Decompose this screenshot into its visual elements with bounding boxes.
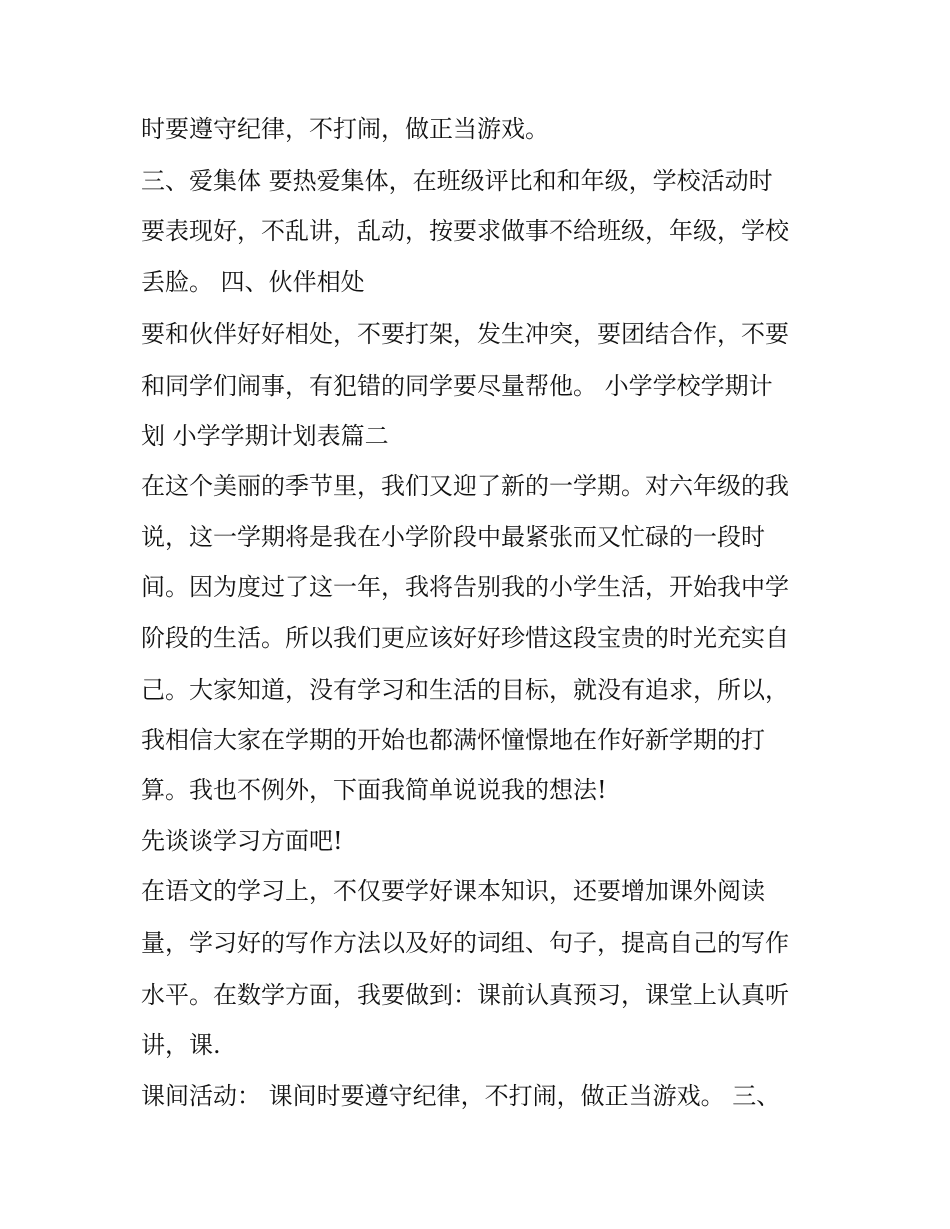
text-line: 我相信大家在学期的开始也都满怀憧憬地在作好新学期的打 — [141, 726, 765, 754]
text-line: 和同学们闹事，有犯错的同学要尽量帮他。 小学学校学期计 — [141, 372, 773, 400]
text-line: 在这个美丽的季节里，我们又迎了新的一学期。对六年级的我 — [141, 472, 789, 500]
text-line: 己。大家知道，没有学习和生活的目标，就没有追求，所以， — [141, 676, 789, 704]
text-line: 要和伙伴好好相处，不要打架，发生冲突，要团结合作，不要 — [141, 320, 789, 348]
text-line: 在语文的学习上，不仅要学好课本知识，还要增加课外阅读 — [141, 877, 765, 905]
text-line: 课间活动： 课间时要遵守纪律，不打闹，做正当游戏。 三、 — [141, 1082, 781, 1110]
text-line: 划 小学学期计划表篇二 — [141, 422, 389, 450]
text-line: 丢脸。 四、伙伴相处 — [141, 268, 365, 296]
text-line: 算。我也不例外，下面我简单说说我的想法! — [141, 776, 607, 804]
text-line: 三、爱集体 要热爱集体，在班级评比和和年级，学校活动时 — [141, 167, 773, 195]
text-line: 时要遵守纪律，不打闹，做正当游戏。 — [141, 115, 549, 143]
text-line: 说，这一学期将是我在小学阶段中最紧张而又忙碌的一段时 — [141, 523, 765, 551]
text-line: 量，学习好的写作方法以及好的词组、句子，提高自己的写作 — [141, 929, 789, 957]
text-line: 先谈谈学习方面吧! — [141, 827, 343, 855]
text-line: 水平。在数学方面，我要做到：课前认真预习，课堂上认真听 — [141, 981, 789, 1009]
text-line: 要表现好，不乱讲，乱动，按要求做事不给班级，年级，学校 — [141, 217, 789, 245]
text-line: 讲，课. — [141, 1031, 221, 1059]
text-line: 阶段的生活。所以我们更应该好好珍惜这段宝贵的时光充实自 — [141, 624, 789, 652]
text-line: 间。因为度过了这一年，我将告别我的小学生活，开始我中学 — [141, 573, 789, 601]
